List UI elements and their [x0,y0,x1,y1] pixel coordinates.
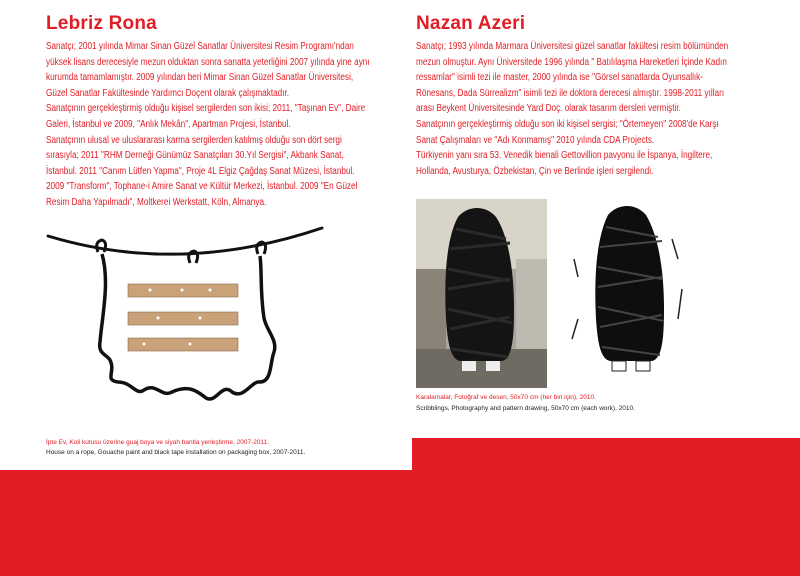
scribbling-photo-image [416,199,547,388]
artist-bio-right [416,39,733,179]
artwork-caption-tr-left: İpte Ev, Koli kutusu üzerine guaj boya ve siyah bantla yerleştirme, 2007-2011. [46,439,270,446]
artwork-house-on-rope [40,222,330,432]
bio-paragraph: Sanatçının ulusal ve uluslararası karma sergilerden katılmış olduğu son dört sergi sırasıyla; 2011 "RHM Derneği Günümüz Sanatçıları 30.Yıl Sergisi", Akbank Sanat, İstanbul. 2011 "Canım Lütfen Yapma", Proje 4L Elgiz Çağdaş Sanat Müzesi, İstanbul. 2009 "Transform", Tophane-i Amire Sanat ve Kültür Merkezi, İstanbul. 2009 "En Güzel Resim Daha Yapılmadı", Moltkerei Werkstatt, Köln, Almanya. [46,134,358,208]
artwork-caption-en-left: House on a rope, Gouache paint and black tape installation on packaging box, 2007-2011. [46,449,306,456]
bio-paragraph: Türkiyenin yanı sıra 53. Venedik bienali Gettovillion pavyonu ile İspanya, İngiltere, Hollanda, Avusturya, Özbekistan, Çin ve Berlinde işleri sergilendi. [416,150,713,177]
artwork-photo-scribbling-2 [564,199,695,388]
left-page [0,0,412,470]
right-page [400,0,800,438]
scribbling-pattern-image [564,199,695,388]
house-on-rope-drawing [40,222,330,432]
artist-bio-left [46,39,374,211]
bio-paragraph: Sanatçı; 1993 yılında Marmara Üniversitesi güzel sanatlar fakültesi resim bölümünden mezun olmuştur. Aynı Üniversitede 1996 yılında " Batılılaşma Hareketleri İçinde Kadın ressamlar" isimli tezi ile master, 2000 yılında ise "Görsel sanatlarda Oyunsallık-Rönesans, Dada Sürrealizm" isimli tezi ile doktora derecesi almıştır. 1998-2011 yılları arası Beykent Üniversitesinde Yard Doç. olarak tasarım dersleri vermiştir. [416,41,729,115]
artwork-photo-scribbling-1 [416,199,547,388]
artwork-caption-en-right: Scribblings, Photography and pattern drawing, 50x70 cm (each work), 2010. [416,405,635,412]
artist-name-left: Lebriz Rona [46,13,157,34]
artwork-caption-tr-right: Karalamalar, Fotoğraf ve desen, 50x70 cm (her biri için), 2010. [416,394,596,401]
artist-name-right: Nazan Azeri [416,13,526,34]
bio-paragraph: Sanatçının gerçekleştirmiş olduğu son iki kişisel sergisi; "Örtemeyen" 2008'de Karşı Sanat Çalışmaları ve "Adı Konmamış" 2010 yılında CDA Projects. [416,118,719,146]
bio-paragraph: Sanatçının gerçekleştirmiş olduğu kişisel sergilerden son ikisi; 2011, "Taşınan Ev", Daire Galeri, İstanbul ve 2009, "Anlık Mekân", Apartman Projesi, İstanbul. [46,103,366,130]
bio-paragraph: Sanatçı; 2001 yılında Mimar Sinan Güzel Sanatlar Üniversitesi Resim Programı'ndan yüksek lisans derecesiyle mezun olduktan sonra sanatta yeterliğini 2007 yılında yine aynı kurumda tamamlamıştır. 2009 yılından beri Mimar Sinan Güzel Sanatlar Üniversitesi, Güzel Sanatlar Fakültesinde Yardımcı Doçent olarak çalışmaktadır. [46,41,370,99]
